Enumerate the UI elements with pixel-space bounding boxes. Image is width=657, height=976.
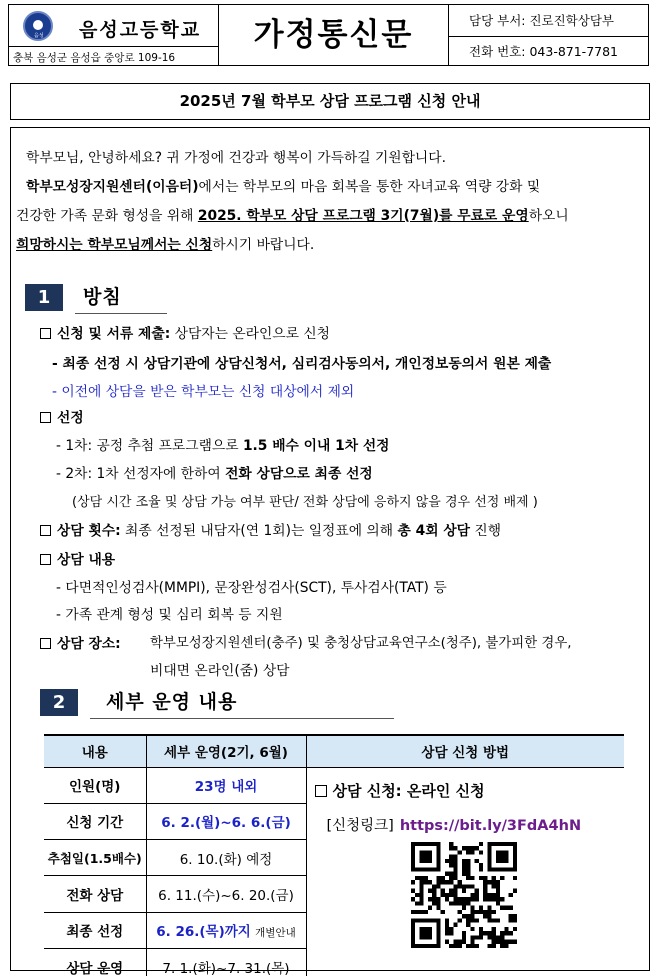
table-header: 상담 신청 방법 bbox=[306, 735, 624, 767]
intro-line2: 에서는 학부모의 마음 회복을 통한 자녀교육 역량 강화 및 bbox=[198, 179, 541, 195]
place-text-2: 비대면 온라인(줌) 상담 bbox=[150, 663, 290, 679]
content-sub-2: - 가족 관계 형성 및 심리 회복 등 지원 bbox=[56, 607, 283, 623]
count-item bbox=[40, 519, 501, 539]
section-1-title: 방침 bbox=[83, 286, 122, 308]
section-1-header bbox=[25, 284, 175, 311]
apply-sub-1: - 최종 선정 시 상담기관에 상담신청서, 심리검사동의서, 개인정보동의서 원본 제출 bbox=[52, 356, 552, 372]
apply-label: 신청 및 서류 제출: bbox=[57, 326, 171, 342]
row-label: 신청 기간 bbox=[44, 803, 146, 839]
intro-line3-post: 하오니 bbox=[528, 208, 569, 224]
row-label: 추첨일(1.5배수) bbox=[44, 840, 146, 876]
select-sub-1 bbox=[56, 434, 390, 454]
place-item bbox=[40, 632, 121, 652]
school-row bbox=[9, 5, 218, 47]
count-post: 진행 bbox=[470, 523, 502, 539]
department: 담당 부서: 진로진학상담부 bbox=[449, 5, 648, 37]
select-label: 선정 bbox=[57, 410, 84, 426]
apply-request: 희망하시는 학부모님께서는 신청 bbox=[16, 237, 213, 253]
count-label: 상담 횟수: bbox=[57, 523, 121, 539]
row-label: 상담 운영 bbox=[44, 949, 146, 976]
row-label: 최종 선정 bbox=[44, 912, 146, 948]
checkbox-icon bbox=[40, 638, 51, 649]
school-emblem-icon bbox=[23, 11, 53, 41]
apply-link-line bbox=[327, 814, 582, 835]
row-label: 전화 상담 bbox=[44, 876, 146, 912]
count-text: 최종 선정된 내담자(연 1회)는 일정표에 의해 bbox=[120, 523, 398, 539]
table-header: 내용 bbox=[44, 735, 146, 767]
count-bold: 총 4회 상담 bbox=[397, 523, 470, 539]
select-sub-2-text: - 2차: 1차 선정자에 한하여 bbox=[56, 466, 226, 482]
apply-title bbox=[315, 780, 485, 801]
operations-table bbox=[44, 734, 624, 976]
table-header-row bbox=[44, 735, 624, 767]
link-label: [신청링크] bbox=[326, 817, 394, 834]
select-item bbox=[40, 406, 84, 426]
section-2-header bbox=[40, 689, 394, 716]
checkbox-icon bbox=[40, 525, 51, 536]
qr-modules bbox=[411, 842, 517, 948]
select-sub-1-text: - 1차: 공정 추첨 프로그램으로 bbox=[56, 438, 243, 454]
newsletter-title: 가정통신문 bbox=[219, 5, 449, 65]
section-1-underline bbox=[75, 313, 167, 314]
section-1-number: 1 bbox=[25, 284, 63, 311]
table-header: 세부 운영(2기, 6월) bbox=[146, 735, 306, 767]
section-2-title: 세부 운영 내용 bbox=[106, 691, 238, 713]
apply-method bbox=[307, 768, 625, 976]
apply-method-cell bbox=[306, 767, 624, 976]
checkbox-icon bbox=[315, 785, 327, 797]
intro-paragraph bbox=[16, 144, 636, 260]
checkbox-icon bbox=[40, 554, 51, 565]
place-label: 상담 장소: bbox=[57, 636, 121, 652]
row-value: 6. 10.(화) 예정 bbox=[146, 840, 306, 876]
row-value: 6. 11.(수)~6. 20.(금) bbox=[146, 876, 306, 912]
table-row bbox=[44, 767, 624, 803]
content-item bbox=[40, 548, 115, 568]
section-2-underline bbox=[90, 718, 394, 719]
school-name: 음성고등학교 bbox=[79, 19, 202, 41]
school-info bbox=[9, 5, 219, 65]
row-value: 23명 내외 bbox=[146, 767, 306, 803]
row-value-cell bbox=[146, 912, 306, 948]
row-value: 6. 26.(목)까지 bbox=[156, 924, 251, 941]
section-2-number: 2 bbox=[40, 689, 78, 716]
intro-line4-post: 하시기 바랍니다. bbox=[212, 237, 315, 253]
select-note: (상담 시간 조율 및 상담 가능 여부 판단/ 전화 상담에 응하지 않을 경우 선정 배제 ) bbox=[72, 495, 538, 510]
intro-line3-pre: 건강한 가족 문화 형성을 위해 bbox=[16, 208, 198, 224]
phone-number: 전화 번호: 043-871-7781 bbox=[469, 44, 619, 59]
checkbox-icon bbox=[40, 328, 51, 339]
newsletter-header bbox=[8, 4, 649, 66]
greeting: 학부모님, 안녕하세요? 귀 가정에 건강과 행복이 가득하길 기원합니다. bbox=[26, 150, 446, 166]
apply-text: 상담자는 온라인으로 신청 bbox=[170, 326, 330, 342]
select-sub-1-bold: 1.5 배수 이내 1차 선정 bbox=[242, 438, 390, 454]
document-title: 2025년 7월 학부모 상담 프로그램 신청 안내 bbox=[10, 83, 650, 120]
checkbox-icon bbox=[40, 412, 51, 423]
row-label: 인원(명) bbox=[44, 767, 146, 803]
program-highlight: 2025. 학부모 상담 프로그램 3기(7월)를 무료로 운영 bbox=[197, 208, 529, 224]
apply-link[interactable]: https://bit.ly/3FdA4hN bbox=[399, 817, 582, 834]
center-name: 학부모성장지원센터(이음터) bbox=[26, 179, 199, 195]
qr-code-icon[interactable] bbox=[411, 842, 517, 948]
apply-sub-2: - 이전에 상담을 받은 학부모는 신청 대상에서 제외 bbox=[52, 384, 355, 400]
row-value: 6. 2.(월)~6. 6.(금) bbox=[146, 803, 306, 839]
contact-info bbox=[449, 5, 648, 65]
content-label: 상담 내용 bbox=[57, 552, 116, 568]
row-note: 개별안내 bbox=[255, 927, 296, 940]
place-text-1: 학부모성장지원센터(충주) 및 충청상담교육연구소(청주), 불가피한 경우, bbox=[150, 636, 572, 651]
select-sub-2 bbox=[56, 462, 373, 482]
content-sub-1: - 다면적인성검사(MMPI), 문장완성검사(SCT), 투사검사(TAT) 등 bbox=[56, 580, 447, 596]
row-value: 7. 1.(화)~7. 31.(목) bbox=[146, 949, 306, 976]
emblem-text: 음성 bbox=[34, 33, 44, 39]
apply-title-text: 상담 신청: 온라인 신청 bbox=[332, 781, 485, 800]
school-address: 충북 음성군 음성읍 중앙로 109-16 bbox=[13, 52, 176, 64]
apply-item bbox=[40, 322, 330, 342]
select-sub-2-bold: 전화 상담으로 최종 선정 bbox=[225, 466, 373, 482]
